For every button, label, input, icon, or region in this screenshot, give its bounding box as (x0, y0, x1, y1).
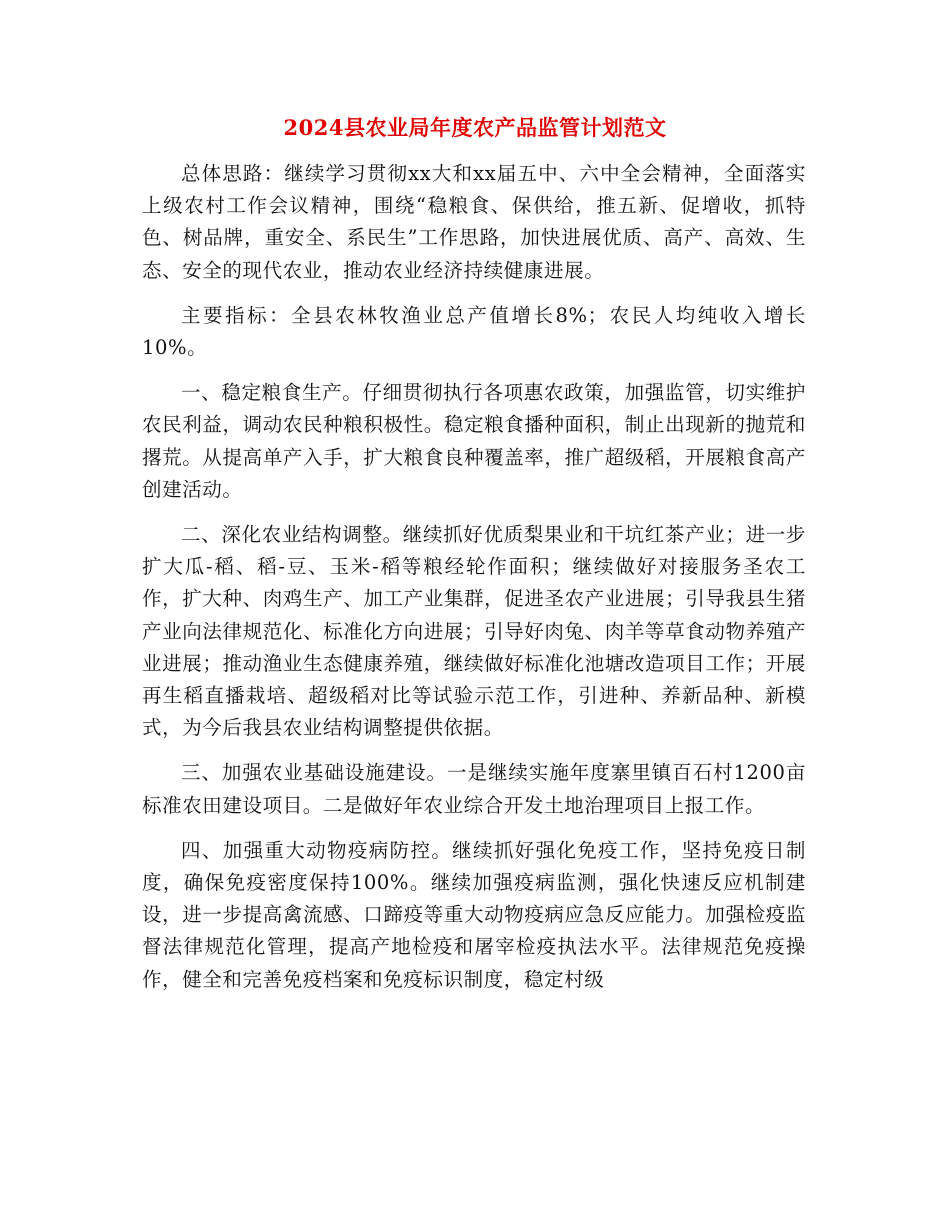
document-title: 2024县农业局年度农产品监管计划范文 (283, 115, 667, 140)
paragraph-general-approach: 总体思路：继续学习贯彻xx大和xx届五中、六中全会精神，全面落实上级农村工作会议精神，围绕“稳粮食、保供给，推五新、促增收，抓特色、树品牌，重安全、系民生”工作思路，加快进展优质、高产、高效、生态、安全的现代农业，推动农业经济持续健康进展。 (142, 162, 806, 282)
paragraph-section-1: 一、稳定粮食生产。仔细贯彻执行各项惠农政策，加强监管，切实维护农民利益，调动农民种粮积极性。稳定粮食播种面积，制止出现新的抛荒和撂荒。从提高单产入手，扩大粮食良种覆盖率，推广超级稻，开展粮食高产创建活动。 (142, 381, 806, 501)
paragraph-section-3: 三、加强农业基础设施建设。一是继续实施年度寨里镇百石村1200亩标准农田建设项目。二是做好年农业综合开发土地治理项目上报工作。 (142, 761, 806, 817)
document-body (142, 158, 806, 1009)
paragraph-main-indicators: 主要指标：全县农林牧渔业总产值增长8%；农民人均纯收入增长10%。 (142, 303, 806, 360)
paragraph-section-4: 四、加强重大动物疫病防控。继续抓好强化免疫工作，坚持免疫日制度，确保免疫密度保持100%。继续加强疫病监测，强化快速反应机制建设，进一步提高禽流感、口蹄疫等重大动物疫病应急反应能力。加强检疫监督法律规范化管理，提高产地检疫和屠宰检疫执法水平。法律规范免疫操作，健全和完善免疫档案和免疫标识制度，稳定村级 (142, 838, 806, 991)
paragraph-section-2: 二、深化农业结构调整。继续抓好优质梨果业和干坑红茶产业；进一步扩大瓜-稻、稻-豆、玉米-稻等粮经轮作面积；继续做好对接服务圣农工作，扩大种、肉鸡生产、加工产业集群，促进圣农产业进展；引导我县生猪产业向法律规范化、标准化方向进展；引导好肉兔、肉羊等草食动物养殖产业进展；推动渔业生态健康养殖，继续做好标准化池塘改造项目工作；开展再生稻直播栽培、超级稻对比等试验示范工作，引进种、养新品种、新模式，为今后我县农业结构调整提供依据。 (142, 523, 806, 740)
